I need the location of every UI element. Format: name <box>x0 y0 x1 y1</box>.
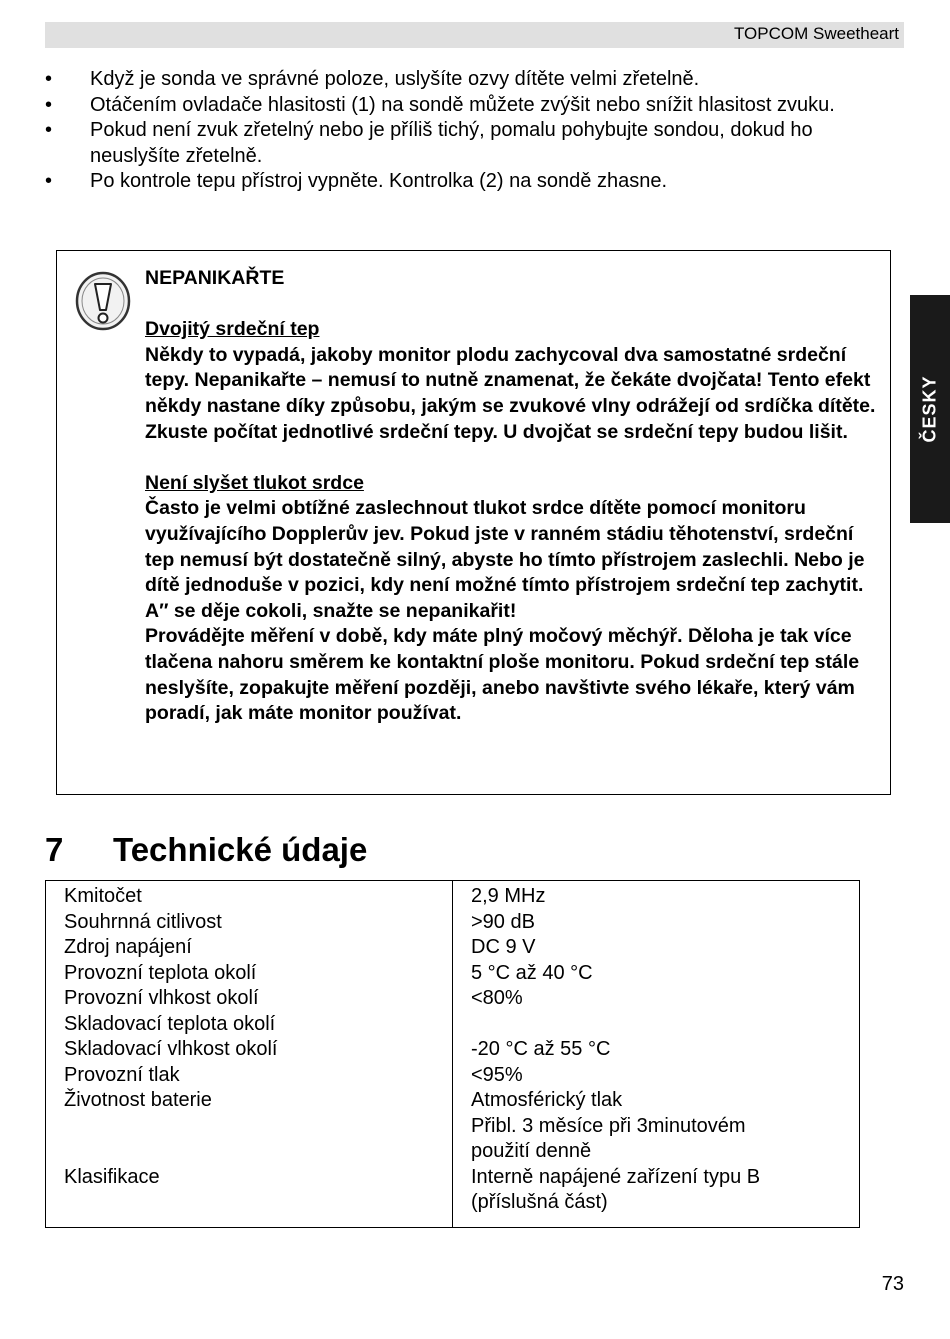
spec-value: 5 °C až 40 °C <box>471 961 593 984</box>
spec-value: Interně napájené zařízení typu B <box>471 1165 761 1188</box>
spec-value: DC 9 V <box>471 936 536 958</box>
list-item <box>45 93 905 119</box>
note-paragraph: Někdy to vypadá, jakoby monitor plodu zachycoval dva samostatné srdeční tepy. Nepanikařte – nemusí to nutně znamenat, že čekáte dvojčata! Tento efekt někdy nastane díky způsobu, jakým se zvukové vlny odrážejí od srdíčka dítěte. Zkuste počítat jednotlivé srdeční tepy. U dvojčat se srdeční tepy budou lišit. <box>145 343 876 443</box>
spec-value: <95% <box>471 1063 523 1086</box>
bullet-text: Po kontrole tepu přístroj vypněte. Kontrolka (2) na sondě zhasne. <box>90 170 668 192</box>
spec-label <box>64 1114 444 1140</box>
section-title: Technické údaje <box>113 831 368 868</box>
note-paragraph: Provádějte měření v době, kdy máte plný močový měchýř. Děloha je tak více tlačena nahoru směrem ke kontaktní ploše monitoru. Pokud srdeční tep stále neslyšíte, zopakujte měření později, anebo navštivte svého lékaře, který vám poradí, jak máte monitor používat. <box>145 625 860 725</box>
header-bar <box>45 22 904 48</box>
language-tab <box>910 295 950 523</box>
bullet-dot: • <box>45 93 53 116</box>
note-heading: Není slyšet tlukot srdce <box>145 471 364 494</box>
header-title: TOPCOM Sweetheart <box>733 24 899 43</box>
bullet-dot: • <box>45 119 53 141</box>
spec-value: (příslušná část) <box>471 1191 608 1213</box>
note-content <box>145 266 880 727</box>
section-number: 7 <box>45 831 64 868</box>
note-paragraph: Často je velmi obtížné zaslechnout tlukot srdce dítěte pomocí monitoru využívajícího Dopplerův jev. Pokud jste v ranném stádiu těhotenství, srdeční tep nemusí být dostatečně silný, abyste ho tímto přístrojem zaslechli. Nebo je dítě jednoduše v pozici, kdy není možné tímto přístrojem srdeční tep zachytit. <box>145 497 865 597</box>
list-item <box>45 118 905 169</box>
spec-label: Zdroj napájení <box>64 936 192 958</box>
spec-label: Provozní tlak <box>64 1063 180 1086</box>
spec-value: Atmosférický tlak <box>471 1089 623 1111</box>
spec-value: 2,9 MHz <box>471 885 546 907</box>
spec-value: použití denně <box>471 1140 592 1162</box>
spec-label: Provozní vlhkost okolí <box>64 987 259 1009</box>
exclamation-icon <box>74 270 132 332</box>
note-paragraph: A″ se děje cokoli, snažte se nepanikařit! <box>145 599 517 622</box>
spec-label: Provozní teplota okolí <box>64 961 257 984</box>
section-heading <box>45 825 367 875</box>
spec-value: >90 dB <box>471 910 535 933</box>
language-tab-label: ČESKY <box>919 375 940 443</box>
bullet-text: Pokud není zvuk zřetelný nebo je příliš tichý, pomalu pohybujte sondou, dokud ho neuslyšíte zřetelně. <box>90 119 813 167</box>
note-box <box>56 250 891 795</box>
spec-table <box>45 880 860 1228</box>
bullet-dot: • <box>45 68 53 90</box>
list-item <box>45 67 905 93</box>
spec-label: Klasifikace <box>64 1165 160 1188</box>
bullet-text: Otáčením ovladače hlasitosti (1) na sondě můžete zvýšit nebo snížit hlasitost zvuku. <box>90 93 835 116</box>
spec-label: Souhrnná citlivost <box>64 910 222 933</box>
note-heading: Dvojitý srdeční tep <box>145 318 320 341</box>
spec-value <box>471 1012 851 1038</box>
bullet-text: Když je sonda ve správné poloze, uslyšíte ozvy dítěte velmi zřetelně. <box>90 68 700 90</box>
spec-label: Skladovací vlhkost okolí <box>64 1038 278 1060</box>
spec-value: -20 °C až 55 °C <box>471 1038 611 1060</box>
spec-label: Skladovací teplota okolí <box>64 1012 276 1035</box>
bullet-dot: • <box>45 170 53 192</box>
list-item <box>45 169 905 195</box>
spec-labels-column <box>64 884 444 1190</box>
spec-values-column <box>471 884 851 1216</box>
spec-value: <80% <box>471 987 523 1009</box>
table-divider <box>452 881 453 1227</box>
page-number: 73 <box>881 1273 904 1295</box>
spec-label <box>64 1139 444 1165</box>
note-title: NEPANIKAŘTE <box>145 267 285 289</box>
bullet-list <box>45 67 905 195</box>
spec-label: Kmitočet <box>64 885 142 907</box>
spec-value: Přibl. 3 měsíce při 3minutovém <box>471 1114 746 1137</box>
spec-label: Životnost baterie <box>64 1089 212 1111</box>
